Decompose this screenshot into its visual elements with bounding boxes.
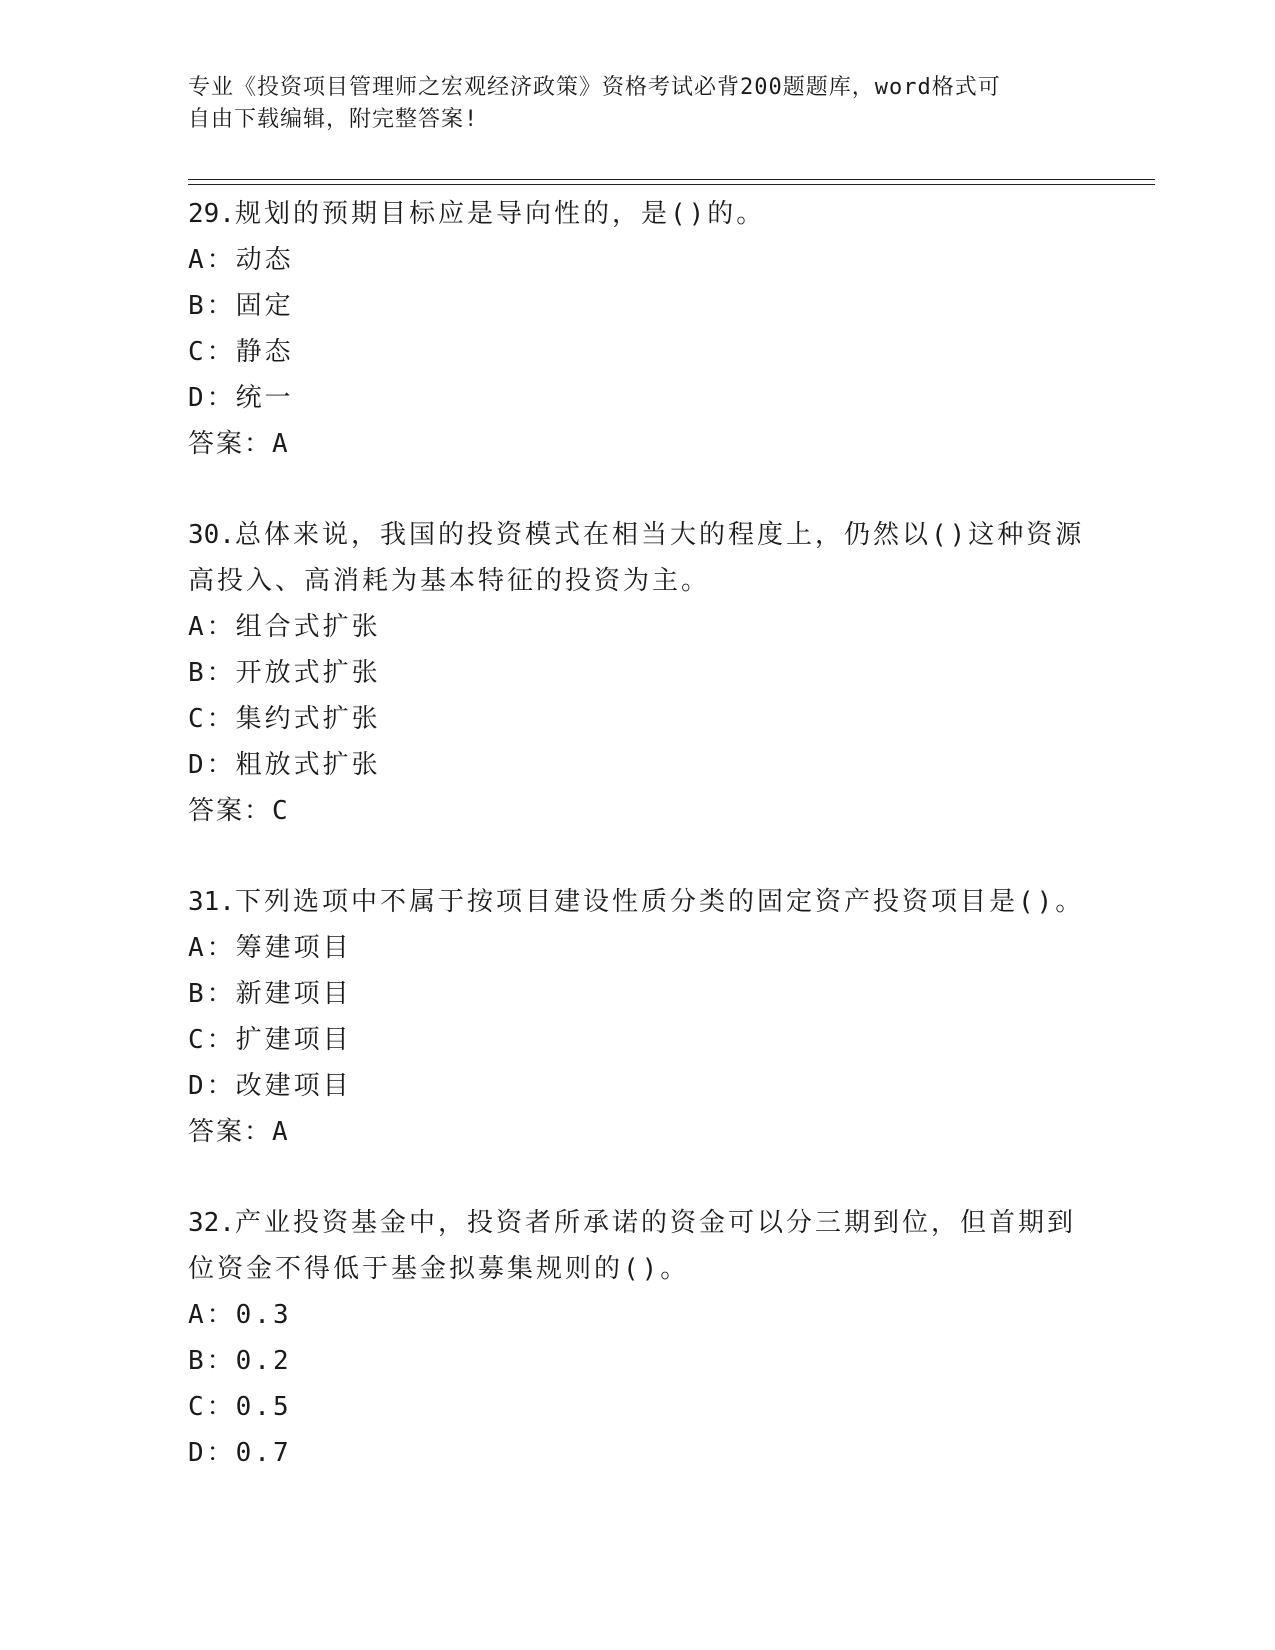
- option-c: C：扩建项目: [188, 1025, 352, 1055]
- option-b: B：0.2: [188, 1346, 292, 1376]
- question-29: [188, 191, 1088, 467]
- question-text: [188, 1200, 1088, 1292]
- question-body: 规划的预期目标应是导向性的，是()的。: [234, 199, 766, 229]
- question-text: [188, 191, 1088, 237]
- question-30: [188, 512, 1088, 834]
- question-number: 30.: [188, 520, 235, 550]
- option-c: C：集约式扩张: [188, 704, 381, 734]
- option-a: A：动态: [188, 245, 294, 275]
- option-c: C：静态: [188, 337, 294, 367]
- option-c: C：0.5: [188, 1392, 292, 1422]
- question-number: 32.: [188, 1208, 235, 1238]
- question-text: [188, 879, 1088, 925]
- option-a: A：0.3: [188, 1300, 292, 1330]
- header-divider-bottom: [188, 184, 1155, 185]
- option-d: D：改建项目: [188, 1071, 352, 1101]
- option-b: B：开放式扩张: [188, 658, 381, 688]
- option-b: B：固定: [188, 291, 294, 321]
- question-32: [188, 1200, 1088, 1476]
- question-number: 29.: [188, 199, 235, 229]
- answer-line: 答案：C: [188, 796, 290, 826]
- question-text: [188, 512, 1088, 604]
- question-body: 总体来说，我国的投资模式在相当大的程度上，仍然以()这种资源高投入、高消耗为基本特征的投资为主。: [188, 520, 1085, 596]
- header-line-2: 自由下载编辑，附完整答案!: [188, 107, 479, 132]
- option-a: A：组合式扩张: [188, 612, 381, 642]
- option-d: D：粗放式扩张: [188, 750, 381, 780]
- option-a: A：筹建项目: [188, 933, 352, 963]
- question-number: 31.: [188, 887, 235, 917]
- question-list: [188, 191, 1088, 1521]
- answer-line: 答案：A: [188, 1117, 290, 1147]
- option-d: D：统一: [188, 383, 294, 413]
- header-line-1: 专业《投资项目管理师之宏观经济政策》资格考试必背200题题库，word格式可: [188, 75, 1001, 100]
- question-body: 下列选项中不属于按项目建设性质分类的固定资产投资项目是()。: [234, 887, 1085, 917]
- question-31: [188, 879, 1088, 1155]
- answer-line: 答案：A: [188, 429, 290, 459]
- question-body: 产业投资基金中，投资者所承诺的资金可以分三期到位，但首期到位资金不得低于基金拟募集规则的()。: [188, 1208, 1076, 1284]
- option-d: D：0.7: [188, 1438, 292, 1468]
- header-divider-top: [188, 179, 1155, 180]
- document-header: [188, 72, 1088, 136]
- option-b: B：新建项目: [188, 979, 352, 1009]
